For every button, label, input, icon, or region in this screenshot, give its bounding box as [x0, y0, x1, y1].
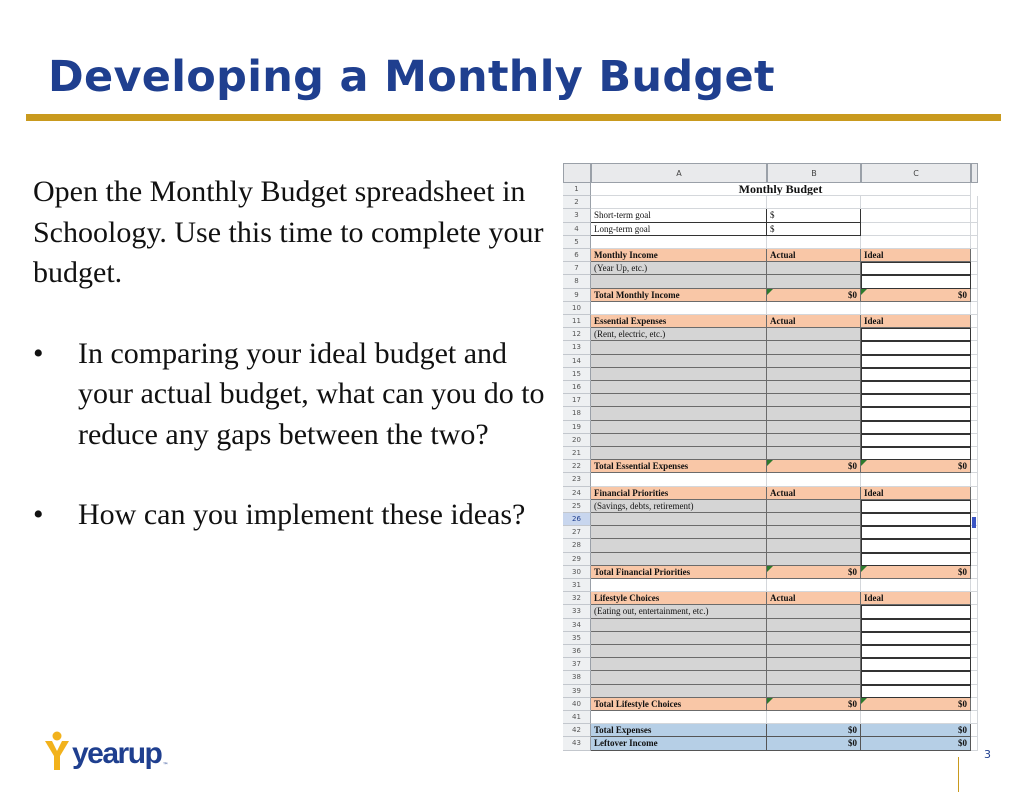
cell-c[interactable]: Ideal: [861, 487, 971, 500]
cell-b[interactable]: [767, 579, 861, 592]
cell-b[interactable]: [767, 275, 861, 288]
cell-c[interactable]: [861, 685, 971, 698]
cell-a[interactable]: Total Financial Priorities: [591, 566, 767, 579]
sheet-row[interactable]: [563, 460, 978, 473]
bullet-dot: •: [33, 498, 44, 531]
sheet-corner[interactable]: [563, 163, 591, 183]
sheet-row[interactable]: [563, 262, 978, 275]
cell-d[interactable]: [971, 553, 978, 566]
cell-b[interactable]: Actual: [767, 315, 861, 328]
cell-b[interactable]: [767, 341, 861, 354]
cell-a[interactable]: [591, 658, 767, 671]
cell-a[interactable]: Lifestyle Choices: [591, 592, 767, 605]
cell-b[interactable]: $0: [767, 724, 861, 737]
cell-c[interactable]: [861, 671, 971, 684]
cell-d[interactable]: [971, 209, 978, 222]
cell-b[interactable]: [767, 262, 861, 275]
cell-a[interactable]: [591, 685, 767, 698]
cell-c[interactable]: [861, 434, 971, 447]
sheet-row[interactable]: [563, 223, 978, 236]
row-number[interactable]: 24: [563, 487, 591, 500]
cell-c[interactable]: [861, 632, 971, 645]
cell-b[interactable]: Actual: [767, 592, 861, 605]
sheet-row[interactable]: [563, 289, 978, 302]
cell-d[interactable]: [971, 473, 978, 486]
row-number[interactable]: 31: [563, 579, 591, 592]
cell-b[interactable]: $: [767, 209, 861, 222]
cell-d[interactable]: [971, 236, 978, 249]
cell-d[interactable]: [971, 355, 978, 368]
row-number[interactable]: 29: [563, 553, 591, 566]
column-header-c[interactable]: C: [861, 163, 971, 183]
cell-a[interactable]: [591, 368, 767, 381]
cell-b[interactable]: [767, 645, 861, 658]
cell-b[interactable]: [767, 434, 861, 447]
cell-d[interactable]: [971, 368, 978, 381]
cell-b[interactable]: [767, 328, 861, 341]
row-number[interactable]: 37: [563, 658, 591, 671]
row-number[interactable]: 25: [563, 500, 591, 513]
cell-b[interactable]: [767, 355, 861, 368]
cell-c[interactable]: [861, 341, 971, 354]
column-header-a[interactable]: A: [591, 163, 767, 183]
row-number[interactable]: 16: [563, 381, 591, 394]
cell-c[interactable]: [861, 368, 971, 381]
cell-d[interactable]: [971, 632, 978, 645]
cell-b[interactable]: [767, 671, 861, 684]
cell-b[interactable]: [767, 500, 861, 513]
column-header-b[interactable]: B: [767, 163, 861, 183]
row-number[interactable]: 28: [563, 539, 591, 552]
cell-d[interactable]: [971, 645, 978, 658]
sheet-row[interactable]: [563, 315, 978, 328]
column-header-d[interactable]: [971, 163, 978, 183]
cell-c[interactable]: Ideal: [861, 249, 971, 262]
page-number: 3: [984, 748, 991, 761]
cell-c[interactable]: [861, 209, 971, 222]
sheet-row[interactable]: [563, 605, 978, 618]
cell-d[interactable]: [971, 328, 978, 341]
cell-d[interactable]: [971, 302, 978, 315]
cell-c[interactable]: [861, 526, 971, 539]
sheet-row[interactable]: [563, 275, 978, 288]
sheet-row[interactable]: [563, 671, 978, 684]
cell-c[interactable]: [861, 645, 971, 658]
cell-c[interactable]: [861, 381, 971, 394]
sheet-row[interactable]: [563, 236, 978, 249]
row-number[interactable]: 33: [563, 605, 591, 618]
cell-b[interactable]: Actual: [767, 487, 861, 500]
sheet-row[interactable]: [563, 196, 978, 209]
row-number[interactable]: 26: [563, 513, 591, 526]
sheet-row[interactable]: [563, 619, 978, 632]
bullet-item-implement: [33, 495, 558, 536]
bullet-text: How can you implement these ideas?: [78, 498, 526, 531]
sheet-row[interactable]: [563, 473, 978, 486]
cell-c[interactable]: [861, 196, 971, 209]
row-number[interactable]: 22: [563, 460, 591, 473]
row-number[interactable]: 1: [563, 183, 591, 196]
cell-d[interactable]: [971, 249, 978, 262]
monthly-budget-spreadsheet[interactable]: [563, 163, 978, 756]
sheet-row[interactable]: [563, 592, 978, 605]
row-number[interactable]: 41: [563, 711, 591, 724]
cell-d[interactable]: [971, 579, 978, 592]
cell-c[interactable]: $0: [861, 737, 971, 750]
row-number[interactable]: 5: [563, 236, 591, 249]
row-number[interactable]: 30: [563, 566, 591, 579]
row-number[interactable]: 10: [563, 302, 591, 315]
cell-c[interactable]: $0: [861, 566, 971, 579]
row-number[interactable]: 4: [563, 223, 591, 236]
cell-c[interactable]: [861, 619, 971, 632]
cell-d[interactable]: [971, 421, 978, 434]
cell-c[interactable]: $0: [861, 724, 971, 737]
cell-a[interactable]: Long-term goal: [591, 223, 767, 236]
cell-b[interactable]: [767, 539, 861, 552]
row-number[interactable]: 34: [563, 619, 591, 632]
cell-a[interactable]: [591, 711, 767, 724]
cell-a[interactable]: Short-term goal: [591, 209, 767, 222]
cell-c[interactable]: [861, 711, 971, 724]
cell-a[interactable]: [591, 421, 767, 434]
cell-c[interactable]: $0: [861, 698, 971, 711]
cell-d[interactable]: [971, 500, 978, 513]
cell-d[interactable]: [971, 539, 978, 552]
cell-a[interactable]: (Year Up, etc.): [591, 262, 767, 275]
cell-b[interactable]: [767, 685, 861, 698]
cell-b[interactable]: $0: [767, 460, 861, 473]
row-number[interactable]: 11: [563, 315, 591, 328]
cell-c[interactable]: [861, 579, 971, 592]
page-number-divider: [958, 757, 959, 792]
cell-b[interactable]: [767, 553, 861, 566]
sheet-row[interactable]: [563, 249, 978, 262]
cell-d[interactable]: [971, 381, 978, 394]
spreadsheet-title-cell[interactable]: Monthly Budget: [591, 183, 971, 196]
sheet-row[interactable]: [563, 724, 978, 737]
cell-b[interactable]: [767, 619, 861, 632]
row-number[interactable]: 35: [563, 632, 591, 645]
cell-a[interactable]: Total Expenses: [591, 724, 767, 737]
cell-c[interactable]: [861, 500, 971, 513]
year-up-logo: [44, 727, 168, 771]
row-number[interactable]: 20: [563, 434, 591, 447]
cell-b[interactable]: [767, 711, 861, 724]
sheet-row[interactable]: [563, 526, 978, 539]
cell-a[interactable]: Essential Expenses: [591, 315, 767, 328]
cell-b[interactable]: [767, 368, 861, 381]
row-number[interactable]: 39: [563, 685, 591, 698]
sheet-row[interactable]: [563, 513, 978, 526]
cell-b[interactable]: [767, 302, 861, 315]
row-number[interactable]: 12: [563, 328, 591, 341]
cell-d[interactable]: [971, 262, 978, 275]
cell-a[interactable]: [591, 526, 767, 539]
cell-c[interactable]: [861, 328, 971, 341]
row-number[interactable]: 3: [563, 209, 591, 222]
cell-c[interactable]: [861, 605, 971, 618]
row-number[interactable]: 2: [563, 196, 591, 209]
sheet-row[interactable]: [563, 566, 978, 579]
cell-d[interactable]: [971, 566, 978, 579]
cell-b[interactable]: [767, 381, 861, 394]
cell-c[interactable]: [861, 513, 971, 526]
sheet-row[interactable]: [563, 685, 978, 698]
cell-d[interactable]: [971, 447, 978, 460]
cell-b[interactable]: $0: [767, 289, 861, 302]
cell-a[interactable]: (Rent, electric, etc.): [591, 328, 767, 341]
cell-d[interactable]: [971, 407, 978, 420]
slide-title: Developing a Monthly Budget: [48, 52, 775, 102]
cell-b[interactable]: [767, 196, 861, 209]
cell-b[interactable]: [767, 394, 861, 407]
sheet-row[interactable]: [563, 632, 978, 645]
sheet-row[interactable]: [563, 209, 978, 222]
cell-c[interactable]: $0: [861, 460, 971, 473]
sheet-row[interactable]: [563, 381, 978, 394]
cell-a[interactable]: [591, 394, 767, 407]
row-number[interactable]: 40: [563, 698, 591, 711]
cell-a[interactable]: [591, 553, 767, 566]
logo-wordmark: yearup: [72, 737, 162, 770]
cell-d[interactable]: [971, 658, 978, 671]
bullet-text: In comparing your ideal budget and your actual budget, what can you do to reduce any gaps between the two?: [78, 336, 545, 451]
sheet-row[interactable]: [563, 434, 978, 447]
cell-d[interactable]: [971, 315, 978, 328]
cell-c[interactable]: [861, 394, 971, 407]
sheet-row[interactable]: [563, 698, 978, 711]
cell-a[interactable]: Monthly Income: [591, 249, 767, 262]
sheet-row[interactable]: [563, 368, 978, 381]
row-number[interactable]: 15: [563, 368, 591, 381]
row-number[interactable]: 17: [563, 394, 591, 407]
cell-a[interactable]: Total Essential Expenses: [591, 460, 767, 473]
cell-a[interactable]: Financial Priorities: [591, 487, 767, 500]
cell-a[interactable]: [591, 513, 767, 526]
sheet-row[interactable]: [563, 539, 978, 552]
cell-d[interactable]: [971, 592, 978, 605]
cell-c[interactable]: [861, 236, 971, 249]
cell-c[interactable]: [861, 658, 971, 671]
sheet-row[interactable]: [563, 407, 978, 420]
cell-a[interactable]: [591, 381, 767, 394]
cell-a[interactable]: Leftover Income: [591, 737, 767, 750]
text-cursor-icon: [972, 517, 976, 528]
row-number[interactable]: 6: [563, 249, 591, 262]
cell-a[interactable]: [591, 196, 767, 209]
cell-c[interactable]: [861, 223, 971, 236]
row-number[interactable]: 27: [563, 526, 591, 539]
row-number[interactable]: 36: [563, 645, 591, 658]
cell-b[interactable]: $0: [767, 737, 861, 750]
row-number[interactable]: 19: [563, 421, 591, 434]
sheet-row[interactable]: [563, 658, 978, 671]
row-number[interactable]: 23: [563, 473, 591, 486]
sheet-row[interactable]: [563, 183, 978, 196]
sheet-row[interactable]: [563, 487, 978, 500]
sheet-row[interactable]: [563, 328, 978, 341]
row-number[interactable]: 32: [563, 592, 591, 605]
cell-c[interactable]: [861, 275, 971, 288]
cell-b[interactable]: [767, 421, 861, 434]
sheet-row[interactable]: [563, 553, 978, 566]
cell-a[interactable]: [591, 407, 767, 420]
cell-a[interactable]: [591, 302, 767, 315]
cell-a[interactable]: [591, 579, 767, 592]
bullet-dot: •: [33, 336, 44, 370]
row-number[interactable]: 43: [563, 737, 591, 750]
cell-d[interactable]: [971, 711, 978, 724]
cell-a[interactable]: [591, 447, 767, 460]
cell-d[interactable]: [971, 685, 978, 698]
cell-a[interactable]: [591, 236, 767, 249]
cell-d[interactable]: [971, 341, 978, 354]
cell-c[interactable]: [861, 262, 971, 275]
cell-d[interactable]: [971, 724, 978, 737]
cell-b[interactable]: [767, 473, 861, 486]
cell-b[interactable]: [767, 513, 861, 526]
cell-b[interactable]: [767, 632, 861, 645]
cell-d[interactable]: [971, 196, 978, 209]
cell-a[interactable]: [591, 619, 767, 632]
cell-a[interactable]: [591, 355, 767, 368]
cell-d[interactable]: [971, 619, 978, 632]
cell-b[interactable]: [767, 526, 861, 539]
intro-paragraph: Open the Monthly Budget spreadsheet in Schoology. Use this time to complete your budget.: [33, 175, 544, 289]
cell-a[interactable]: [591, 632, 767, 645]
cell-a[interactable]: [591, 473, 767, 486]
row-number[interactable]: 8: [563, 275, 591, 288]
sheet-row[interactable]: [563, 711, 978, 724]
cell-d[interactable]: [971, 698, 978, 711]
row-number[interactable]: 7: [563, 262, 591, 275]
cell-c[interactable]: [861, 539, 971, 552]
cell-c[interactable]: [861, 421, 971, 434]
cell-c[interactable]: [861, 473, 971, 486]
cell-d[interactable]: [971, 460, 978, 473]
cell-d[interactable]: [971, 737, 978, 750]
sheet-row[interactable]: [563, 355, 978, 368]
cell-b[interactable]: $0: [767, 566, 861, 579]
cell-a[interactable]: (Eating out, entertainment, etc.): [591, 605, 767, 618]
sheet-row[interactable]: [563, 500, 978, 513]
cell-a[interactable]: (Savings, debts, retirement): [591, 500, 767, 513]
row-number[interactable]: 21: [563, 447, 591, 460]
cell-d[interactable]: [971, 275, 978, 288]
sheet-row[interactable]: [563, 579, 978, 592]
sheet-row[interactable]: [563, 447, 978, 460]
cell-c[interactable]: [861, 355, 971, 368]
cell-c[interactable]: [861, 553, 971, 566]
cell-b[interactable]: [767, 447, 861, 460]
cell-c[interactable]: [861, 407, 971, 420]
sheet-row[interactable]: [563, 394, 978, 407]
cell-d[interactable]: [971, 394, 978, 407]
cell-b[interactable]: $0: [767, 698, 861, 711]
title-divider: [26, 114, 1001, 121]
cell-d[interactable]: [971, 605, 978, 618]
cell-b[interactable]: [767, 236, 861, 249]
cell-d[interactable]: [971, 487, 978, 500]
cell-a[interactable]: Total Monthly Income: [591, 289, 767, 302]
bullet-item-gaps: [33, 334, 558, 456]
cell-b[interactable]: Actual: [767, 249, 861, 262]
sheet-row[interactable]: [563, 341, 978, 354]
cell-c[interactable]: $0: [861, 289, 971, 302]
slide-body: [33, 172, 558, 576]
cell-a[interactable]: [591, 434, 767, 447]
row-number[interactable]: 9: [563, 289, 591, 302]
cell-a[interactable]: [591, 275, 767, 288]
row-number[interactable]: 38: [563, 671, 591, 684]
cell-a[interactable]: [591, 671, 767, 684]
cell-c[interactable]: Ideal: [861, 315, 971, 328]
cell-a[interactable]: [591, 645, 767, 658]
cell-b[interactable]: [767, 605, 861, 618]
logo-trademark: ™: [162, 762, 169, 769]
cell-c[interactable]: [861, 302, 971, 315]
cell-a[interactable]: [591, 341, 767, 354]
cell-b[interactable]: $: [767, 223, 861, 236]
cell-b[interactable]: [767, 658, 861, 671]
cell-d[interactable]: [971, 434, 978, 447]
cell-d[interactable]: [971, 526, 978, 539]
row-number[interactable]: 18: [563, 407, 591, 420]
cell-a[interactable]: [591, 539, 767, 552]
cell-b[interactable]: [767, 407, 861, 420]
sheet-row[interactable]: [563, 737, 978, 750]
cell-d[interactable]: [971, 289, 978, 302]
person-y-icon: [44, 731, 70, 771]
cell-c[interactable]: Ideal: [861, 592, 971, 605]
cell-d[interactable]: [971, 223, 978, 236]
row-number[interactable]: 13: [563, 341, 591, 354]
row-number[interactable]: 42: [563, 724, 591, 737]
sheet-row[interactable]: [563, 302, 978, 315]
cell-a[interactable]: Total Lifestyle Choices: [591, 698, 767, 711]
row-number[interactable]: 14: [563, 355, 591, 368]
cell-d[interactable]: [971, 671, 978, 684]
cell-c[interactable]: [861, 447, 971, 460]
sheet-row[interactable]: [563, 421, 978, 434]
sheet-row[interactable]: [563, 645, 978, 658]
